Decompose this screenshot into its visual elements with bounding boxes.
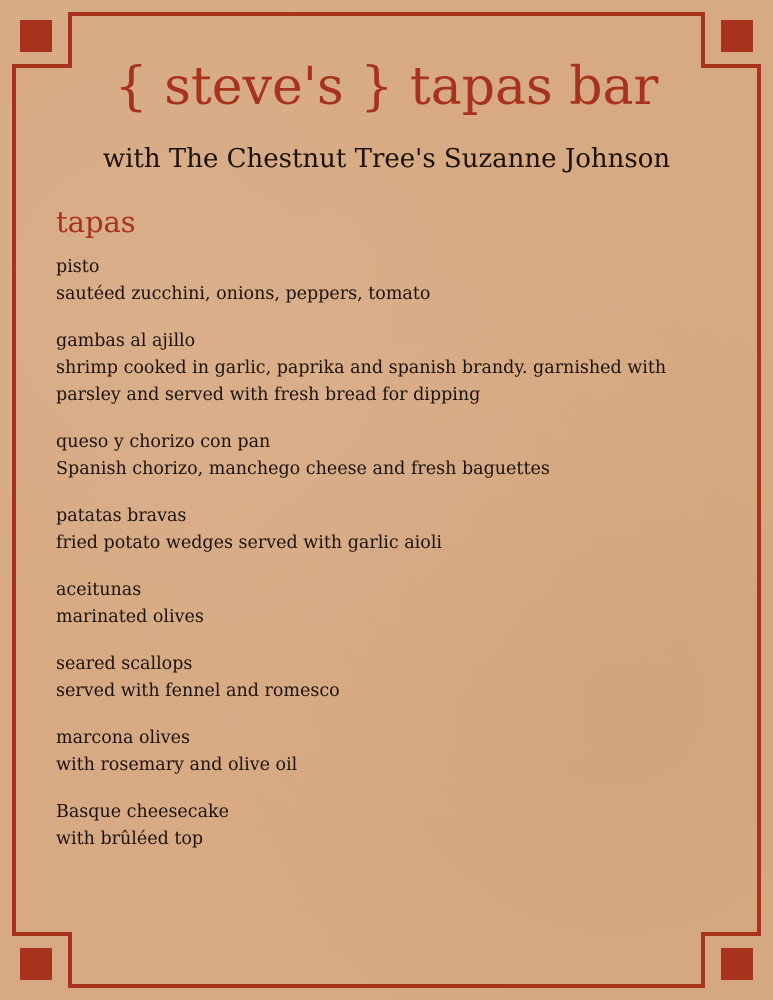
menu-item-name: patatas bravas	[56, 506, 187, 526]
menu-item-description: Spanish chorizo, manchego cheese and fresh baguettes	[56, 459, 550, 479]
menu-item-name: gambas al ajillo	[56, 331, 196, 351]
menu-item-description: sautéed zucchini, onions, peppers, tomato	[56, 284, 431, 304]
menu-item	[56, 651, 716, 705]
corner-square-bottom-right	[721, 948, 753, 980]
border-left	[12, 68, 16, 932]
menu-item	[56, 429, 716, 483]
menu-item	[56, 254, 716, 308]
section-heading-tapas: tapas	[56, 205, 136, 239]
border-bottom	[68, 984, 705, 988]
border-top	[68, 12, 705, 16]
menu-item-name: seared scallops	[56, 654, 193, 674]
menu-item	[56, 577, 716, 631]
menu-item	[56, 799, 716, 853]
menu-item-name: aceitunas	[56, 580, 142, 600]
corner-square-top-right	[721, 20, 753, 52]
menu-item	[56, 725, 716, 779]
menu-item	[56, 328, 716, 409]
menu-item-name: pisto	[56, 257, 100, 277]
corner-square-bottom-left	[20, 948, 52, 980]
corner-square-top-left	[20, 20, 52, 52]
page-subtitle: with The Chestnut Tree's Suzanne Johnson	[102, 144, 671, 174]
menu-item-description: with brûléed top	[56, 829, 204, 849]
menu-item-name: Basque cheesecake	[56, 802, 229, 822]
menu-item-description: marinated olives	[56, 607, 204, 627]
page-title: { steve's } tapas bar	[114, 57, 659, 117]
menu-item-description: served with fennel and romesco	[56, 681, 340, 701]
menu-item-name: marcona olives	[56, 728, 190, 748]
menu-item-description: with rosemary and olive oil	[56, 755, 298, 775]
menu-item	[56, 503, 716, 557]
menu-item-description: fried potato wedges served with garlic aioli	[56, 533, 443, 553]
menu-item-description: shrimp cooked in garlic, paprika and spanish brandy. garnished with parsley and served with fresh bread for dipping	[56, 358, 667, 405]
menu-list	[56, 254, 716, 873]
menu-item-name: queso y chorizo con pan	[56, 432, 271, 452]
border-right	[757, 68, 761, 932]
